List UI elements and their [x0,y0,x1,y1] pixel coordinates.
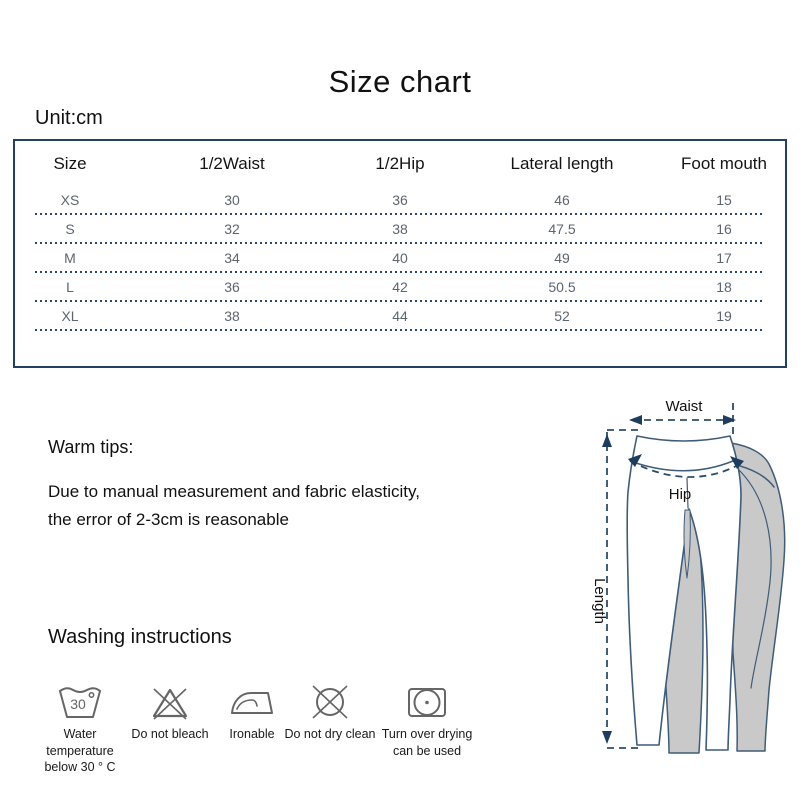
wash-item-label: Do not dry clean [284,727,376,741]
cell-hip: 40 [392,249,408,266]
cell-waist: 30 [224,191,240,208]
wash-item-do-not-dry-clean [276,682,384,743]
table-row-l [15,273,785,300]
size-table [13,139,787,368]
cell-hip: 38 [392,220,408,237]
cell-waist: 36 [224,278,240,295]
cell-waist: 34 [224,249,240,266]
waist-label: Waist [665,398,703,415]
svg-text:30: 30 [70,696,86,712]
warm-tips-heading: Warm tips: [48,437,134,457]
cell-lateral: 50.5 [548,278,576,295]
warm-tips-line-2: the error of 2-3cm is reasonable [48,509,289,529]
wash-item-water-temperature [37,682,123,776]
length-arrow-top [602,434,612,447]
length-label: Length [591,578,608,624]
cell-lateral: 47.5 [548,220,576,237]
wash-item-label: Do not bleach [131,727,209,741]
warm-tips-line-1: Due to manual measurement and fabric elasticity, [48,482,420,501]
washing-instructions-heading: Washing instructions [48,626,232,648]
page-title: Size chart [328,64,472,99]
col-header-size: Size [53,153,87,173]
unit-label: Unit:cm [35,107,103,129]
cell-size: S [65,220,75,237]
cell-lateral: 49 [554,249,570,266]
table-row-xl [15,302,785,329]
size-table-header-row [15,141,785,186]
wash-30-icon [37,682,123,722]
length-arrow-bottom [602,731,612,744]
cell-size: M [64,249,76,266]
hip-label: Hip [668,486,692,503]
dotted-separator [35,329,765,331]
waist-arrow-left [629,415,642,425]
cell-foot: 18 [716,278,732,295]
cell-lateral: 46 [554,191,570,208]
cell-foot: 17 [716,249,732,266]
wash-item-label: Ironable [229,727,275,741]
cell-size: XS [60,191,80,208]
wash-item-label: Water temperature below 30 ° C [44,727,116,774]
cell-hip: 36 [392,191,408,208]
waist-arrow-right [723,415,736,425]
turn-over-drying-icon [373,682,481,722]
table-row-m [15,244,785,271]
cell-size: L [66,278,74,295]
do-not-dry-clean-icon [276,682,384,722]
cell-hip: 44 [392,307,408,324]
cell-waist: 38 [224,307,240,324]
wash-item-label: Turn over drying can be used [381,727,473,758]
cell-foot: 19 [716,307,732,324]
leggings-measure-diagram [583,388,795,766]
leggings-diagram-svg [583,388,795,766]
cell-foot: 15 [716,191,732,208]
cell-hip: 42 [392,278,408,295]
table-row-xs [15,186,785,213]
col-header-foot-mouth: Foot mouth [681,153,767,173]
col-header-half-waist: 1/2Waist [199,153,265,173]
col-header-half-hip: 1/2Hip [375,153,425,173]
cell-lateral: 52 [554,307,570,324]
table-row-s [15,215,785,242]
cell-waist: 32 [224,220,240,237]
col-header-lateral-length: Lateral length [510,153,614,173]
cell-size: XL [61,307,79,324]
warm-tips-body [48,478,420,533]
wash-item-turn-over-drying [373,682,481,759]
cell-foot: 16 [716,220,732,237]
